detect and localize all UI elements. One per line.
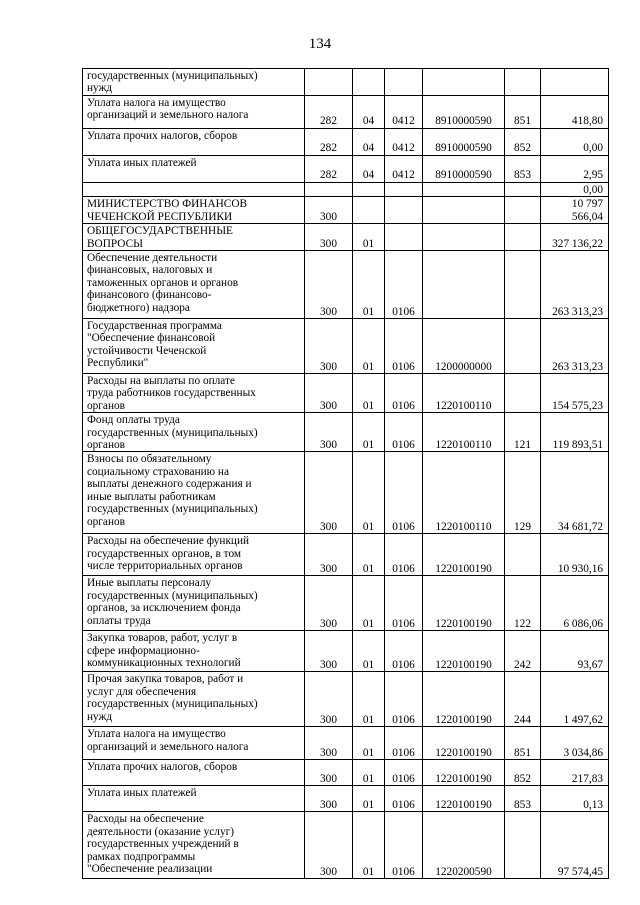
row-name-cell xyxy=(83,69,305,96)
row-name: Иные выплаты персоналу государственных (муниципальных) органов, за исключением фонда оплаты труда xyxy=(87,577,258,627)
ministry-code: 300 xyxy=(320,305,337,318)
row-name-cell xyxy=(83,452,305,534)
table-row xyxy=(83,812,609,879)
section-code-cell xyxy=(353,631,385,672)
section-code: 01 xyxy=(362,747,375,760)
amount-cell xyxy=(541,319,609,374)
subsection-code-cell xyxy=(385,576,423,631)
amount-cell xyxy=(541,155,609,182)
ministry-code: 300 xyxy=(320,399,337,412)
ministry-code-cell xyxy=(305,672,353,727)
amount: 154 575,23 xyxy=(552,399,603,412)
target-code-cell xyxy=(423,576,505,631)
row-name-cell xyxy=(83,95,305,128)
target-code: 1220100190 xyxy=(435,773,492,786)
amount-cell xyxy=(541,534,609,576)
section-code: 01 xyxy=(362,563,375,576)
subsection-code: 0106 xyxy=(392,360,415,373)
target-code-cell xyxy=(423,786,505,812)
ministry-code-cell xyxy=(305,576,353,631)
amount: 97 574,45 xyxy=(557,866,603,879)
section-code-cell xyxy=(353,760,385,786)
target-code: 1220100110 xyxy=(435,439,492,452)
target-code-cell xyxy=(423,95,505,128)
table-row xyxy=(83,155,609,182)
target-code: 1220200590 xyxy=(435,866,492,879)
row-name: ОБЩЕГОСУДАРСТВЕННЫЕ ВОПРОСЫ xyxy=(87,225,233,250)
row-name-cell xyxy=(83,534,305,576)
target-code-cell xyxy=(423,727,505,760)
subsection-code-cell xyxy=(385,69,423,96)
section-code: 04 xyxy=(362,142,375,155)
table-row xyxy=(83,534,609,576)
section-code-cell xyxy=(353,155,385,182)
amount-cell xyxy=(541,95,609,128)
row-name: Закупка товаров, работ, услуг в сфере информационно- коммуникационных технологий xyxy=(87,632,241,670)
amount: 93,67 xyxy=(577,659,603,672)
target-code: 8910000590 xyxy=(435,115,492,128)
target-code-cell xyxy=(423,672,505,727)
target-code-cell xyxy=(423,452,505,534)
amount: 418,80 xyxy=(571,115,603,128)
table-row xyxy=(83,672,609,727)
target-code: 1220100190 xyxy=(435,747,492,760)
amount: 0,00 xyxy=(583,183,603,196)
target-code-cell xyxy=(423,197,505,224)
subsection-code-cell xyxy=(385,224,423,251)
expense-type-code-cell xyxy=(505,786,541,812)
subsection-code: 0106 xyxy=(392,521,415,534)
row-name: Уплата прочих налогов, сборов xyxy=(87,761,238,774)
amount: 34 681,72 xyxy=(557,521,603,534)
ministry-code: 300 xyxy=(320,714,337,727)
ministry-code-cell xyxy=(305,182,353,196)
target-code: 1220100190 xyxy=(435,563,492,576)
row-name: Государственная программа "Обеспечение финансовой устойчивости Чеченской Республики" xyxy=(87,320,222,370)
table-row xyxy=(83,374,609,413)
subsection-code-cell xyxy=(385,760,423,786)
subsection-code-cell xyxy=(385,95,423,128)
target-code-cell xyxy=(423,812,505,879)
table-body xyxy=(83,69,609,879)
subsection-code-cell xyxy=(385,374,423,413)
section-code-cell xyxy=(353,374,385,413)
subsection-code: 0106 xyxy=(392,563,415,576)
amount: 1 497,62 xyxy=(563,714,603,727)
section-code-cell xyxy=(353,319,385,374)
amount-cell xyxy=(541,452,609,534)
row-name: Расходы на выплаты по оплате труда работников государственных органов xyxy=(87,375,256,412)
section-code-cell xyxy=(353,672,385,727)
table-row xyxy=(83,197,609,224)
row-name: Уплата прочих налогов, сборов xyxy=(87,129,238,142)
expense-type-code-cell xyxy=(505,452,541,534)
target-code-cell xyxy=(423,69,505,96)
target-code-cell xyxy=(423,251,505,319)
expense-type-code-cell xyxy=(505,534,541,576)
expense-type-code: 853 xyxy=(514,169,531,182)
ministry-code-cell xyxy=(305,727,353,760)
row-name-cell xyxy=(83,128,305,155)
expense-type-code-cell xyxy=(505,182,541,196)
section-code-cell xyxy=(353,69,385,96)
section-code-cell xyxy=(353,812,385,879)
ministry-code-cell xyxy=(305,128,353,155)
subsection-code: 0106 xyxy=(392,747,415,760)
expense-type-code-cell xyxy=(505,727,541,760)
row-name-cell xyxy=(83,182,305,196)
subsection-code-cell xyxy=(385,319,423,374)
subsection-code: 0106 xyxy=(392,866,415,879)
target-code-cell xyxy=(423,534,505,576)
target-code: 1220100190 xyxy=(435,618,492,631)
ministry-code-cell xyxy=(305,197,353,224)
section-code: 01 xyxy=(362,360,375,373)
section-code-cell xyxy=(353,251,385,319)
subsection-code: 0106 xyxy=(392,773,415,786)
section-code-cell xyxy=(353,727,385,760)
ministry-code: 300 xyxy=(320,747,337,760)
expense-type-code-cell xyxy=(505,760,541,786)
row-name: государственных (муниципальных) нужд xyxy=(87,70,258,95)
amount-cell xyxy=(541,760,609,786)
expense-type-code-cell xyxy=(505,374,541,413)
row-name: Уплата налога на имущество организаций и земельного налога xyxy=(87,96,249,122)
expense-type-code-cell xyxy=(505,672,541,727)
amount-cell xyxy=(541,197,609,224)
expense-type-code: 242 xyxy=(514,659,531,672)
row-name-cell xyxy=(83,155,305,182)
ministry-code: 282 xyxy=(320,115,337,128)
target-code: 1220100110 xyxy=(435,521,492,534)
row-name-cell xyxy=(83,319,305,374)
section-code: 01 xyxy=(362,521,375,534)
row-name-cell xyxy=(83,760,305,786)
ministry-code: 300 xyxy=(320,799,337,812)
expense-type-code-cell xyxy=(505,224,541,251)
ministry-code-cell xyxy=(305,251,353,319)
section-code-cell xyxy=(353,786,385,812)
ministry-code: 300 xyxy=(320,521,337,534)
subsection-code-cell xyxy=(385,155,423,182)
amount: 263 313,23 xyxy=(552,360,603,373)
amount: 263 313,23 xyxy=(552,305,603,318)
expense-type-code-cell xyxy=(505,197,541,224)
amount-cell xyxy=(541,251,609,319)
ministry-code-cell xyxy=(305,224,353,251)
row-name: Уплата иных платежей xyxy=(87,156,197,169)
subsection-code: 0106 xyxy=(392,305,415,318)
target-code-cell xyxy=(423,128,505,155)
target-code: 1200000000 xyxy=(435,360,492,373)
amount: 10 797 566,04 xyxy=(571,198,603,223)
section-code-cell xyxy=(353,534,385,576)
row-name-cell xyxy=(83,631,305,672)
ministry-code-cell xyxy=(305,631,353,672)
section-code-cell xyxy=(353,128,385,155)
amount-cell xyxy=(541,672,609,727)
target-code-cell xyxy=(423,374,505,413)
amount: 3 034,86 xyxy=(563,747,603,760)
amount-cell xyxy=(541,786,609,812)
subsection-code-cell xyxy=(385,672,423,727)
target-code-cell xyxy=(423,319,505,374)
section-code-cell xyxy=(353,197,385,224)
amount: 0,00 xyxy=(583,142,603,155)
target-code: 1220100110 xyxy=(435,399,492,412)
subsection-code-cell xyxy=(385,182,423,196)
subsection-code: 0412 xyxy=(392,142,415,155)
amount: 6 086,06 xyxy=(563,618,603,631)
subsection-code: 0106 xyxy=(392,714,415,727)
expense-type-code-cell xyxy=(505,95,541,128)
expense-type-code: 122 xyxy=(514,618,531,631)
ministry-code: 300 xyxy=(320,439,337,452)
section-code: 01 xyxy=(362,659,375,672)
row-name-cell xyxy=(83,576,305,631)
subsection-code: 0106 xyxy=(392,439,415,452)
row-name-cell xyxy=(83,413,305,452)
expense-type-code: 244 xyxy=(514,714,531,727)
ministry-code: 282 xyxy=(320,142,337,155)
table-row xyxy=(83,251,609,319)
section-code: 01 xyxy=(362,773,375,786)
target-code-cell xyxy=(423,413,505,452)
amount: 217,83 xyxy=(571,773,603,786)
expense-type-code-cell xyxy=(505,319,541,374)
section-code: 01 xyxy=(362,305,375,318)
section-code-cell xyxy=(353,95,385,128)
ministry-code-cell xyxy=(305,812,353,879)
budget-table xyxy=(82,68,609,879)
ministry-code-cell xyxy=(305,452,353,534)
ministry-code: 300 xyxy=(320,210,337,223)
ministry-code-cell xyxy=(305,786,353,812)
ministry-code: 300 xyxy=(320,360,337,373)
expense-type-code-cell xyxy=(505,128,541,155)
ministry-code: 300 xyxy=(320,237,337,250)
section-code-cell xyxy=(353,576,385,631)
ministry-code: 300 xyxy=(320,866,337,879)
amount: 327 136,22 xyxy=(552,237,603,250)
subsection-code-cell xyxy=(385,197,423,224)
amount-cell xyxy=(541,413,609,452)
section-code: 01 xyxy=(362,618,375,631)
row-name-cell xyxy=(83,374,305,413)
row-name: Расходы на обеспечение деятельности (оказание услуг) государственных учреждений в рамках подпрограммы "Обеспечение реализации xyxy=(87,813,239,876)
ministry-code-cell xyxy=(305,413,353,452)
row-name: Обеспечение деятельности финансовых, налоговых и таможенных органов и органов финансового (финансово- бюджетного) надзора xyxy=(87,252,239,314)
table-row xyxy=(83,760,609,786)
row-name-cell xyxy=(83,786,305,812)
target-code: 8910000590 xyxy=(435,169,492,182)
row-name-cell xyxy=(83,197,305,224)
target-code-cell xyxy=(423,155,505,182)
expense-type-code-cell xyxy=(505,69,541,96)
ministry-code: 300 xyxy=(320,773,337,786)
ministry-code-cell xyxy=(305,69,353,96)
expense-type-code: 852 xyxy=(514,773,531,786)
ministry-code: 300 xyxy=(320,618,337,631)
row-name-cell xyxy=(83,727,305,760)
table-row xyxy=(83,727,609,760)
expense-type-code-cell xyxy=(505,155,541,182)
target-code: 1220100190 xyxy=(435,659,492,672)
amount-cell xyxy=(541,812,609,879)
section-code: 01 xyxy=(362,866,375,879)
subsection-code-cell xyxy=(385,727,423,760)
subsection-code-cell xyxy=(385,413,423,452)
section-code-cell xyxy=(353,224,385,251)
expense-type-code: 851 xyxy=(514,115,531,128)
amount-cell xyxy=(541,631,609,672)
ministry-code: 300 xyxy=(320,659,337,672)
table-row xyxy=(83,413,609,452)
ministry-code-cell xyxy=(305,319,353,374)
target-code-cell xyxy=(423,631,505,672)
expense-type-code-cell xyxy=(505,576,541,631)
subsection-code-cell xyxy=(385,452,423,534)
amount: 119 893,51 xyxy=(552,439,603,452)
ministry-code: 282 xyxy=(320,169,337,182)
expense-type-code: 129 xyxy=(514,521,531,534)
subsection-code-cell xyxy=(385,534,423,576)
ministry-code: 300 xyxy=(320,563,337,576)
amount-cell xyxy=(541,69,609,96)
row-name: Взносы по обязательному социальному страхованию на выплаты денежного содержания и иные выплаты работникам государственных (муниципальных) органов xyxy=(87,453,258,528)
amount-cell xyxy=(541,128,609,155)
row-name-cell xyxy=(83,251,305,319)
ministry-code-cell xyxy=(305,155,353,182)
section-code: 01 xyxy=(362,237,375,250)
target-code-cell xyxy=(423,224,505,251)
expense-type-code-cell xyxy=(505,631,541,672)
row-name-cell xyxy=(83,224,305,251)
ministry-code-cell xyxy=(305,760,353,786)
row-name: Фонд оплаты труда государственных (муниципальных) органов xyxy=(87,414,258,452)
amount-cell xyxy=(541,727,609,760)
section-code-cell xyxy=(353,413,385,452)
table-row xyxy=(83,319,609,374)
target-code: 1220100190 xyxy=(435,799,492,812)
expense-type-code-cell xyxy=(505,413,541,452)
row-name-cell xyxy=(83,672,305,727)
expense-type-code: 852 xyxy=(514,142,531,155)
page-number: 134 xyxy=(308,36,332,52)
row-name: Уплата налога на имущество организаций и земельного налога xyxy=(87,728,249,753)
section-code: 01 xyxy=(362,439,375,452)
subsection-code-cell xyxy=(385,251,423,319)
subsection-code: 0106 xyxy=(392,399,415,412)
section-code: 04 xyxy=(362,115,375,128)
amount-cell xyxy=(541,182,609,196)
subsection-code-cell xyxy=(385,128,423,155)
amount: 2,95 xyxy=(583,169,603,182)
row-name: Прочая закупка товаров, работ и услуг для обеспечения государственных (муниципальных) нужд xyxy=(87,673,258,723)
amount: 10 930,16 xyxy=(557,563,603,576)
subsection-code: 0106 xyxy=(392,659,415,672)
table-row xyxy=(83,224,609,251)
expense-type-code-cell xyxy=(505,812,541,879)
expense-type-code: 853 xyxy=(514,799,531,812)
expense-type-code: 851 xyxy=(514,747,531,760)
ministry-code-cell xyxy=(305,374,353,413)
table-row xyxy=(83,452,609,534)
subsection-code: 0412 xyxy=(392,169,415,182)
expense-type-code-cell xyxy=(505,251,541,319)
subsection-code-cell xyxy=(385,631,423,672)
subsection-code-cell xyxy=(385,786,423,812)
amount-cell xyxy=(541,374,609,413)
row-name-cell xyxy=(83,812,305,879)
table-row xyxy=(83,128,609,155)
section-code: 01 xyxy=(362,399,375,412)
table-row xyxy=(83,576,609,631)
table-row xyxy=(83,182,609,196)
amount: 0,13 xyxy=(583,799,603,812)
row-name: МИНИСТЕРСТВО ФИНАНСОВ ЧЕЧЕНСКОЙ РЕСПУБЛИКИ xyxy=(87,198,248,223)
section-code: 01 xyxy=(362,799,375,812)
table-row xyxy=(83,631,609,672)
target-code: 1220100190 xyxy=(435,714,492,727)
expense-type-code: 121 xyxy=(514,439,531,452)
table-row xyxy=(83,786,609,812)
subsection-code: 0412 xyxy=(392,115,415,128)
ministry-code-cell xyxy=(305,95,353,128)
row-name: Расходы на обеспечение функций государственных органов, в том числе территориальных органов xyxy=(87,535,250,573)
target-code: 8910000590 xyxy=(435,142,492,155)
table-row xyxy=(83,95,609,128)
table-row xyxy=(83,69,609,96)
ministry-code-cell xyxy=(305,534,353,576)
section-code: 01 xyxy=(362,714,375,727)
section-code-cell xyxy=(353,182,385,196)
target-code-cell xyxy=(423,760,505,786)
subsection-code-cell xyxy=(385,812,423,879)
subsection-code: 0106 xyxy=(392,618,415,631)
subsection-code: 0106 xyxy=(392,799,415,812)
amount-cell xyxy=(541,224,609,251)
section-code: 04 xyxy=(362,169,375,182)
section-code-cell xyxy=(353,452,385,534)
target-code-cell xyxy=(423,182,505,196)
row-name: Уплата иных платежей xyxy=(87,787,197,800)
amount-cell xyxy=(541,576,609,631)
